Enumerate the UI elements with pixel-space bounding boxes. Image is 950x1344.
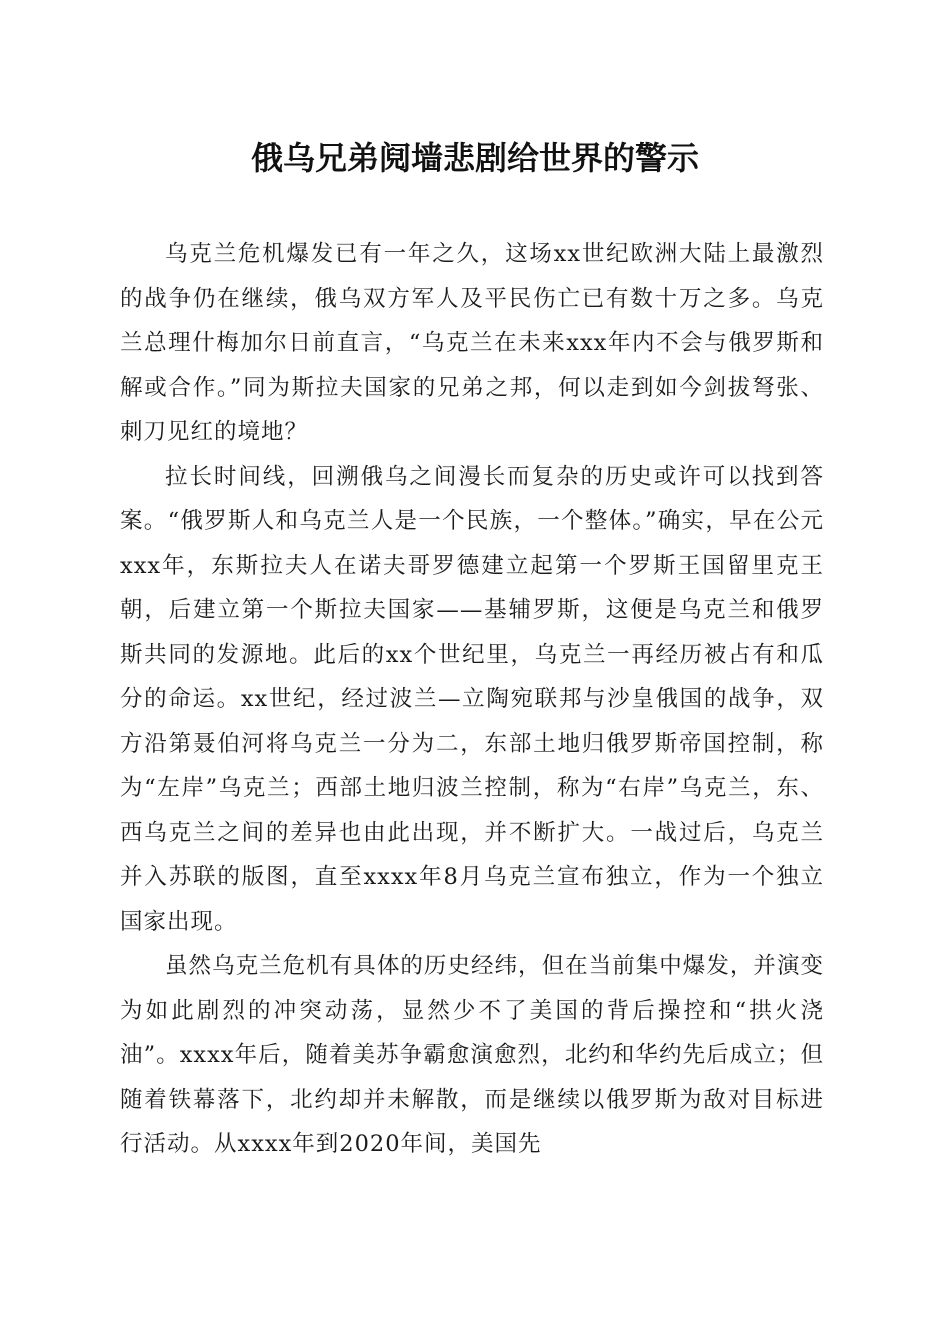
- paragraph-3: 虽然乌克兰危机有具体的历史经纬，但在当前集中爆发，并演变为如此剧烈的冲突动荡，显然少不了美国的背后操控和“拱火浇油”。xxxx年后，随着美苏争霸愈演愈烈，北约和华约先后成立；但随着铁幕落下，北约却并未解散，而是继续以俄罗斯为敌对目标进行活动。从xxxx年到2020年间，美国先: [120, 953, 824, 1157]
- paragraph-2: 拉长时间线，回溯俄乌之间漫长而复杂的历史或许可以找到答案。“俄罗斯人和乌克兰人是一个民族，一个整体。”确实，早在公元xxx年，东斯拉夫人在诺夫哥罗德建立起第一个罗斯王国留里克王朝，后建立第一个斯拉夫国家——基辅罗斯，这便是乌克兰和俄罗斯共同的发源地。此后的xx个世纪里，乌克兰一再经历被占有和瓜分的命运。xx世纪，经过波兰—立陶宛联邦与沙皇俄国的战争，双方沿第聂伯河将乌克兰一分为二，东部土地归俄罗斯帝国控制，称为“左岸”乌克兰；西部土地归波兰控制，称为“右岸”乌克兰，东、西乌克兰之间的差异也由此出现，并不断扩大。一战过后，乌克兰并入苏联的版图，直至xxxx年8月乌克兰宣布独立，作为一个独立国家出现。: [120, 463, 824, 935]
- document-title: 俄乌兄弟阋墙悲剧给世界的警示: [250, 139, 699, 177]
- document-body: [120, 232, 824, 1167]
- paragraph-1: 乌克兰危机爆发已有一年之久，这场xx世纪欧洲大陆上最激烈的战争仍在继续，俄乌双方军人及平民伤亡已有数十万之多。乌克兰总理什梅加尔日前直言，“乌克兰在未来xxx年内不会与俄罗斯和解或合作。”同为斯拉夫国家的兄弟之邦，何以走到如今剑拔弩张、刺刀见红的境地？: [120, 241, 824, 445]
